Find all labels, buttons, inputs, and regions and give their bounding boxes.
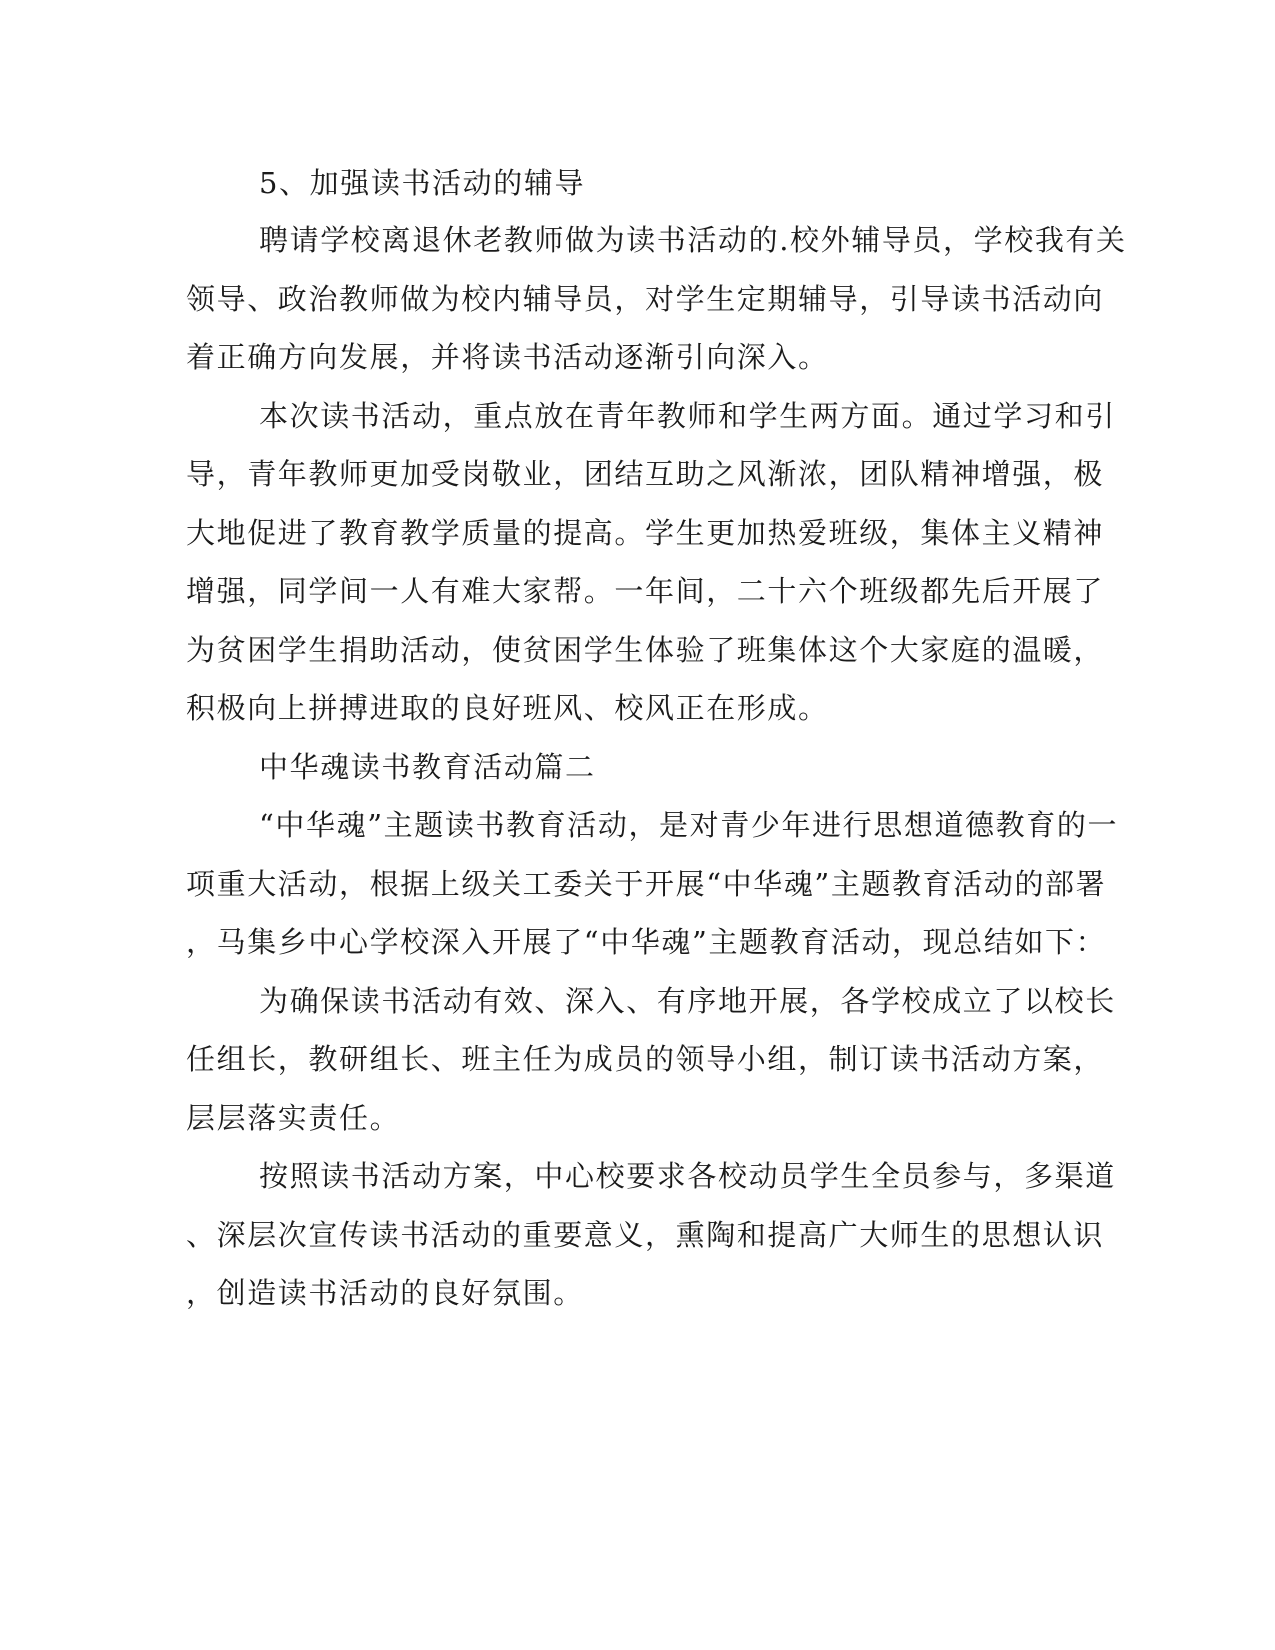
paragraph-line: 按照读书活动方案，中心校要求各校动员学生全员参与，多渠道 bbox=[259, 1159, 1116, 1193]
paragraph-line: 聘请学校离退休老教师做为读书活动的.校外辅导员，学校我有关 bbox=[259, 223, 1127, 257]
paragraph-line: 积极向上拼搏进取的良好班风、校风正在形成。 bbox=[186, 691, 829, 725]
paragraph-line: 为确保读书活动有效、深入、有序地开展，各学校成立了以校长 bbox=[259, 984, 1116, 1018]
section-heading-5: 5、加强读书活动的辅导 bbox=[259, 166, 586, 200]
section-heading-part2: 中华魂读书教育活动篇二 bbox=[259, 750, 596, 784]
paragraph-line: 任组长，教研组长、班主任为成员的领导小组，制订读书活动方案， bbox=[186, 1042, 1105, 1076]
paragraph-line: 增强，同学间一人有难大家帮。一年间，二十六个班级都先后开展了 bbox=[186, 574, 1105, 608]
paragraph-line: ，马集乡中心学校深入开展了“中华魂”主题教育活动，现总结如下： bbox=[186, 925, 1107, 959]
paragraph-line: 层层落实责任。 bbox=[186, 1101, 401, 1135]
paragraph-line: 、深层次宣传读书活动的重要意义，熏陶和提高广大师生的思想认识 bbox=[186, 1218, 1105, 1252]
paragraph-line: 本次读书活动，重点放在青年教师和学生两方面。通过学习和引 bbox=[259, 399, 1116, 433]
paragraph-line: 导，青年教师更加受岗敬业，团结互助之风渐浓，团队精神增强，极 bbox=[186, 457, 1105, 491]
paragraph-line: “中华魂”主题读书教育活动，是对青少年进行思想道德教育的一 bbox=[259, 808, 1119, 842]
paragraph-line: ，创造读书活动的良好氛围。 bbox=[186, 1276, 584, 1310]
paragraph-line: 为贫困学生捐助活动，使贫困学生体验了班集体这个大家庭的温暖， bbox=[186, 633, 1105, 667]
paragraph-line: 领导、政治教师做为校内辅导员，对学生定期辅导，引导读书活动向 bbox=[186, 282, 1105, 316]
paragraph-line: 项重大活动，根据上级关工委关于开展“中华魂”主题教育活动的部署 bbox=[186, 867, 1107, 901]
paragraph-line: 着正确方向发展，并将读书活动逐渐引向深入。 bbox=[186, 340, 829, 374]
paragraph-line: 大地促进了教育教学质量的提高。学生更加热爱班级，集体主义精神 bbox=[186, 516, 1105, 550]
